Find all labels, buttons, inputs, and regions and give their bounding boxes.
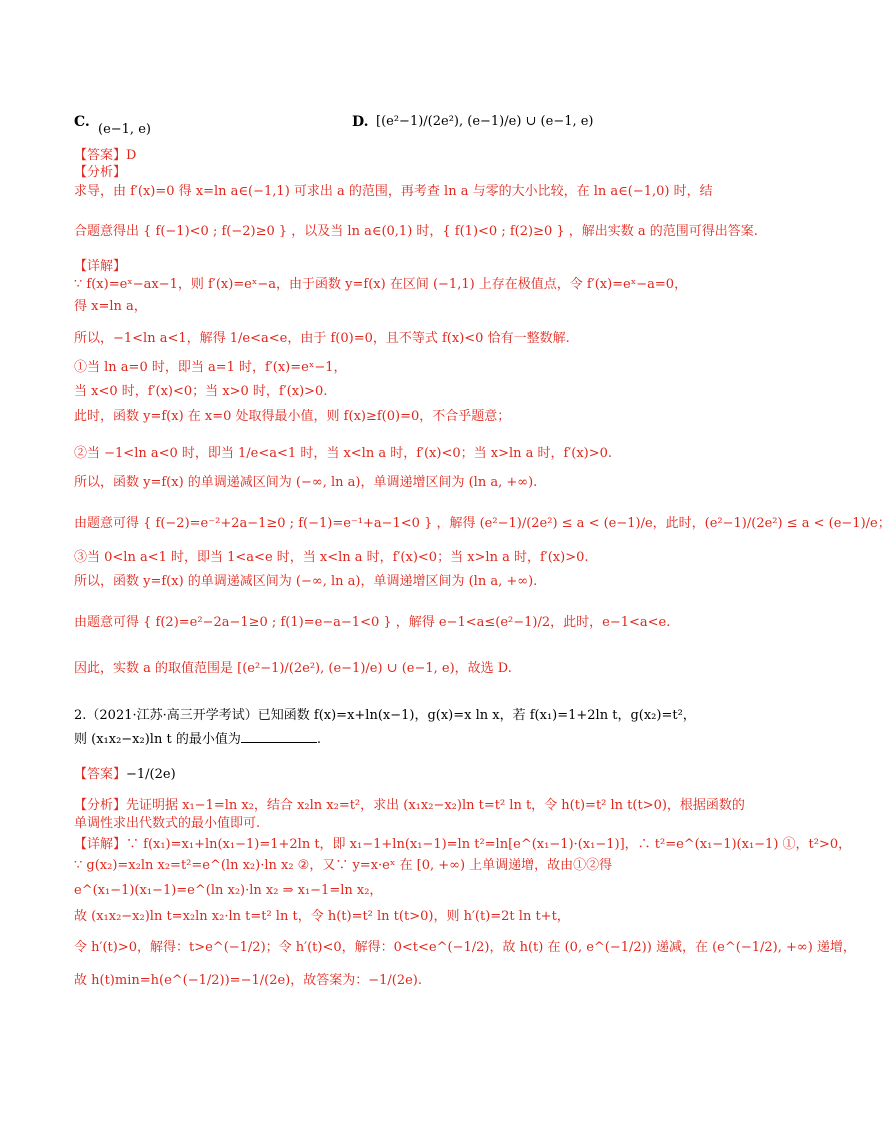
q1-detail-label: 【详解】 — [74, 259, 127, 274]
q1-answer: 【答案】D — [74, 148, 137, 163]
q1-detail-line-8: 所以，函数 y=f(x) 的单调递减区间为 (−∞, ln a)，单调递增区间为 (ln a, +∞). — [74, 475, 538, 490]
q2-detail-line-5: 令 h′(t)>0，解得：t>e^(−1/2)；令 h′(t)<0，解得：0<t<e^(−1/2)，故 h(t) 在 (0, e^(−1/2)) 递减，在 (e^(−1/2), +∞) 递增， — [74, 940, 856, 955]
q1-detail-line-7: ②当 −1<ln a<0 时，即当 1/e<a<1 时，当 x<ln a 时，f′(x)<0；当 x>ln a 时，f′(x)>0. — [74, 446, 613, 461]
q2-detail-line-3: e^(x₁−1)(x₁−1)=e^(ln x₂)·ln x₂ ⇒ x₁−1=ln x₂， — [74, 883, 383, 898]
q2-analysis-line-2: 单调性求出代数式的最小值即可. — [74, 816, 261, 831]
q1-analysis-line-1: 求导，由 f′(x)=0 得 x=ln a∈(−1,1) 可求出 a 的范围，再考查 ln a 与零的大小比较，在 ln a∈(−1,0) 时，结 — [74, 184, 713, 199]
answer-blank — [241, 730, 317, 743]
q1-detail-line-1: ∵ f(x)=eˣ−ax−1，则 f′(x)=eˣ−a，由于函数 y=f(x) 在区间 (−1,1) 上存在极值点，令 f′(x)=eˣ−a=0， — [74, 277, 688, 292]
q2-detail-line-6: 故 h(t)min=h(e^(−1/2))=−1/(2e)，故答案为：−1/(2e). — [74, 973, 423, 988]
q2-stem-end: . — [316, 732, 321, 747]
q2-answer-label: 【答案】 — [74, 767, 127, 782]
q1-detail-line-3: 所以，−1<ln a<1，解得 1/e<a<e，由于 f(0)=0，且不等式 f(x)<0 恰有一整数解. — [74, 331, 570, 346]
q2-detail-line-1: 【详解】∵ f(x₁)=x₁+ln(x₁−1)=1+2ln t，即 x₁−1+ln(x₁−1)=ln t²=ln[e^(x₁−1)·(x₁−1)]，∴ t²=e^(x₁−1)(x₁−1) ①，t²>0， — [74, 837, 852, 852]
q2-answer-line — [74, 766, 734, 783]
q1-detail-line-11: 所以，函数 y=f(x) 的单调递减区间为 (−∞, ln a)，单调递增区间为 (ln a, +∞). — [74, 574, 538, 589]
q2-stem-line-1: 2.（2021·江苏·高三开学考试）已知函数 f(x)=x+ln(x−1)，g(x)=x ln x，若 f(x₁)=1+2ln t，g(x₂)=t²， — [74, 708, 696, 723]
q2-stem-text: 则 (x₁x₂−x₂)ln t 的最小值为 — [74, 732, 241, 747]
q2-answer-value: −1/(2e) — [126, 767, 176, 782]
option-c-value: (e−1, e) — [98, 122, 151, 137]
q2-detail-line-4: 故 (x₁x₂−x₂)ln t=x₂ln x₂·ln t=t² ln t，令 h(t)=t² ln t(t>0)，则 h′(t)=2t ln t+t， — [74, 909, 570, 924]
q1-detail-line-13: 因此，实数 a 的取值范围是 [(e²−1)/(2e²), (e−1)/e) ∪ (e−1, e)，故选 D. — [74, 661, 512, 676]
option-d-value: [(e²−1)/(2e²), (e−1)/e) ∪ (e−1, e) — [376, 114, 594, 129]
q1-detail-line-4: ①当 ln a=0 时，即当 a=1 时，f′(x)=eˣ−1， — [74, 360, 347, 375]
q1-detail-line-9: 由题意可得 { f(−2)=e⁻²+2a−1≥0 ; f(−1)=e⁻¹+a−1<0 } ，解得 (e²−1)/(2e²) ≤ a < (e−1)/e，此时，(e²−1)/(2e²) ≤ a < (e−1)/e； — [74, 516, 891, 531]
option-d-label: D. — [352, 114, 369, 130]
option-c-label: C. — [74, 114, 90, 130]
q1-detail-line-2: 得 x=ln a， — [74, 299, 147, 314]
q1-detail-line-5: 当 x<0 时，f′(x)<0；当 x>0 时，f′(x)>0. — [74, 384, 328, 399]
q1-detail-line-6: 此时，函数 y=f(x) 在 x=0 处取得最小值，则 f(x)≥f(0)=0，不合乎题意； — [74, 409, 511, 424]
q2-detail-line-2: ∵ g(x₂)=x₂ln x₂=t²=e^(ln x₂)·ln x₂ ②，又∵ y=x·eˣ 在 [0, +∞) 上单调递增，故由①②得 — [74, 858, 613, 873]
q1-detail-line-12: 由题意可得 { f(2)=e²−2a−1≥0 ; f(1)=e−a−1<0 } ，解得 e−1<a≤(e²−1)/2，此时，e−1<a<e. — [74, 615, 671, 630]
q2-stem-line-2 — [74, 730, 734, 748]
q2-analysis-line-1: 【分析】先证明据 x₁−1=ln x₂，结合 x₂ln x₂=t²，求出 (x₁x₂−x₂)ln t=t² ln t，令 h(t)=t² ln t(t>0)，根据函数的 — [74, 798, 745, 813]
q1-analysis-line-2: 合题意得出 { f(−1)<0 ; f(−2)≥0 } ，以及当 ln a∈(0,1) 时，{ f(1)<0 ; f(2)≥0 } ，解出实数 a 的范围可得出答案. — [74, 224, 758, 239]
q1-analysis-label: 【分析】 — [74, 165, 127, 180]
q1-detail-line-10: ③当 0<ln a<1 时，即当 1<a<e 时，当 x<ln a 时，f′(x)<0；当 x>ln a 时，f′(x)>0. — [74, 550, 589, 565]
